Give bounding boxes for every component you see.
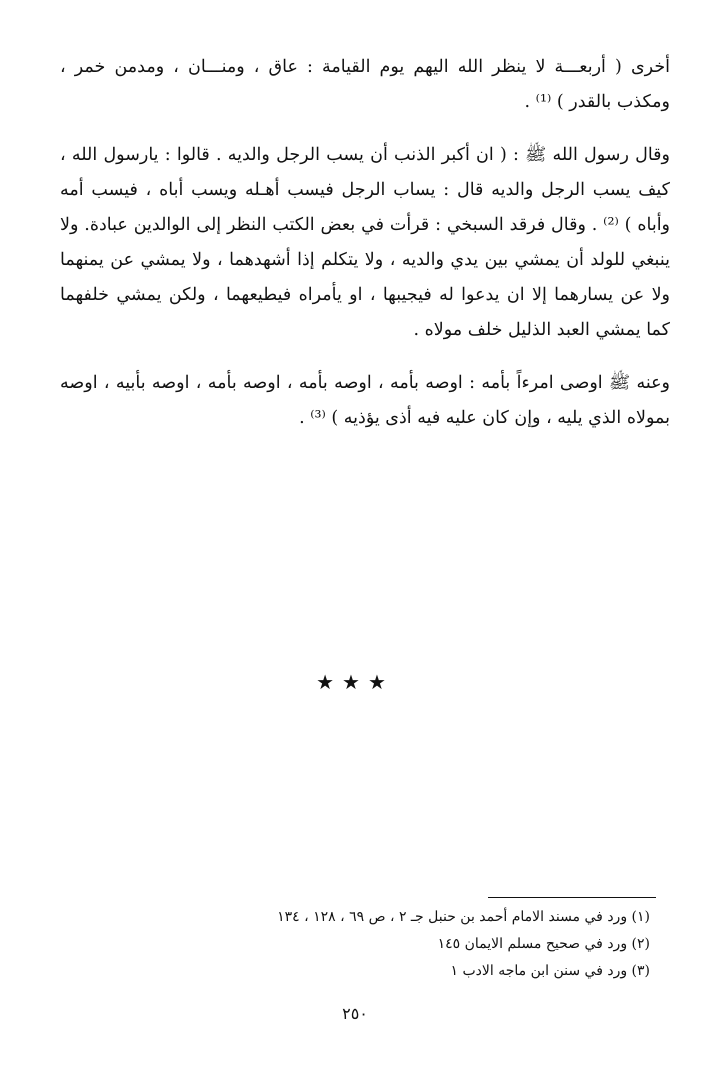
footnote-divider	[488, 897, 656, 898]
footnote-2: (٢) ورد في صحيح مسلم الايمان ١٤٥	[437, 936, 650, 952]
footnote-3: (٣) ورد في سنن ابن ماجه الادب ١	[450, 963, 650, 979]
paragraph-gap	[60, 120, 670, 138]
page-number: ٢٥٠	[342, 1004, 368, 1023]
section-separator-stars: ★★★	[316, 670, 394, 694]
main-text	[60, 50, 670, 436]
paragraph-gap	[60, 348, 670, 366]
paragraph-3: وعنه ﷺ اوصى امرءاً بأمه : اوصه بأمه ، اوصه بأمه ، اوصه بأمه ، اوصه بأبيه ، اوصه بمولاه الذي يليه ، وإن كان عليه فيه أذى يؤذيه ) ⁽³⁾ .	[60, 373, 670, 428]
footnotes	[150, 904, 650, 985]
footnote-1: (١) ورد في مسند الامام أحمد بن حنبل جـ ٢ ، ص ٦٩ ، ١٢٨ ، ١٣٤	[277, 909, 650, 925]
paragraph-2: وقال رسول الله ﷺ : ( ان أكبر الذنب أن يسب الرجل والديه . قالوا : يارسول الله ، كيف يسب الرجل والديه قال : يساب الرجل فيسب أهـله ويسب أباه ، فيسب أمه وأباه ) ⁽²⁾ . وقال فرقد السبخي : قرأت في بعض الكتب النظر إلى الوالدين عبادة. ولا ينبغي للولد أن يمشي بين يدي والديه ، ولا يتكلم إذا أشهدهما ، ولا يمشي عن يمنهما ولا عن يسارهما إلا ان يدعوا له فيجيبها ، او يأمراه فيطيعهما ، ولكن يمشي خلفهما كما يمشي العبد الذليل خلف مولاه .	[60, 145, 671, 340]
paragraph-1: أخرى ( أربعـــة لا ينظر الله اليهم يوم القيامة : عاق ، ومنـــان ، ومدمن خمر ، ومكذب بالقدر ) ⁽¹⁾ .	[60, 57, 670, 112]
